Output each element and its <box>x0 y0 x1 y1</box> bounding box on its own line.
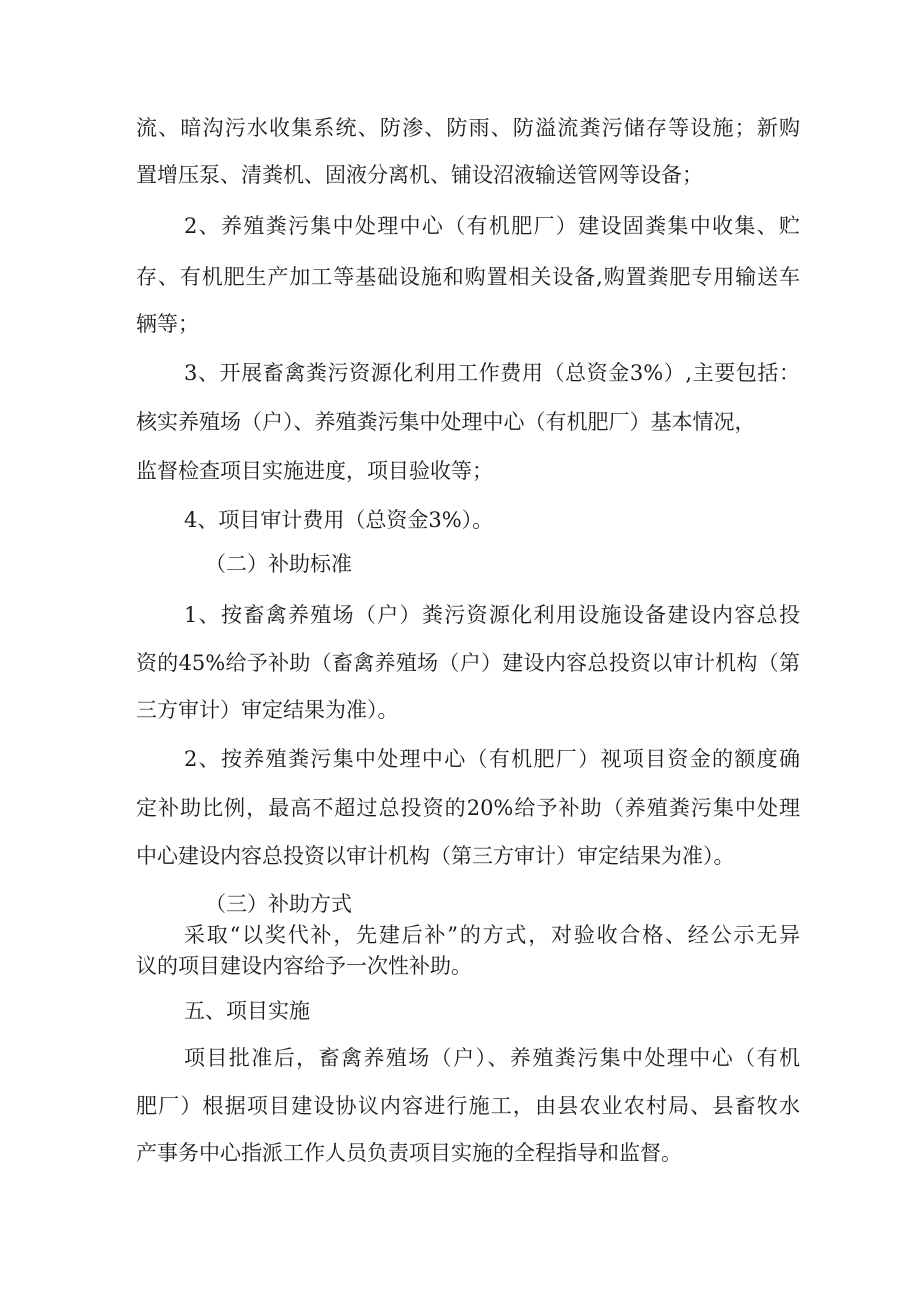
paragraph-line: 项目批准后，畜禽养殖场（户）、养殖粪污集中处理中心（有机 <box>184 1046 800 1070</box>
paragraph-line: 核实养殖场（户）、养殖粪污集中处理中心（有机肥厂）基本情况， <box>136 410 756 434</box>
paragraph-line: 中心建设内容总投资以审计机构（第三方审计）审定结果为准）。 <box>136 844 735 868</box>
section-heading: 五、项目实施 <box>184 999 310 1023</box>
paragraph-line: 三方审计）审定结果为准）。 <box>136 698 399 722</box>
paragraph-line: 存、有机肥生产加工等基础设施和购置相关设备,购置粪肥专用输送车 <box>136 265 800 289</box>
paragraph-line: 置增压泵、清粪机、固液分离机、铺设沼液输送管网等设备； <box>136 163 703 187</box>
paragraph-line: 议的项目建设内容给予一次性补助。 <box>136 954 472 978</box>
paragraph-line: 辆等； <box>136 312 199 336</box>
paragraph-line: 1、按畜禽养殖场（户）粪污资源化利用设施设备建设内容总投 <box>184 603 800 627</box>
paragraph-line: 2、养殖粪污集中处理中心（有机肥厂）建设固粪集中收集、贮 <box>184 214 800 238</box>
paragraph-line: 监督检查项目实施进度，项目验收等； <box>136 459 493 483</box>
paragraph-line: 肥厂）根据项目建设协议内容进行施工，由县农业农村局、县畜牧水 <box>136 1094 800 1118</box>
paragraph-line: 产事务中心指派工作人员负责项目实施的全程指导和监督。 <box>136 1141 682 1165</box>
paragraph-line: 定补助比例，最高不超过总投资的20%给予补助（养殖粪污集中处理 <box>136 796 800 820</box>
paragraph-line: 采取“以奖代补，先建后补”的方式，对验收合格、经公示无异 <box>184 923 800 947</box>
section-heading: （二）补助标准 <box>205 552 352 576</box>
paragraph-line: 4、项目审计费用（总资金3%）。 <box>184 508 494 532</box>
paragraph-line: 流、暗沟污水收集系统、防渗、防雨、防溢流粪污储存等设施；新购 <box>136 116 800 140</box>
paragraph-line: 资的45%给予补助（畜禽养殖场（户）建设内容总投资以审计机构（第 <box>136 651 800 675</box>
paragraph-line: 2、按养殖粪污集中处理中心（有机肥厂）视项目资金的额度确 <box>184 747 800 771</box>
paragraph-line: 3、开展畜禽粪污资源化利用工作费用（总资金3%）,主要包括： <box>184 361 800 385</box>
section-heading: （三）补助方式 <box>205 892 352 916</box>
